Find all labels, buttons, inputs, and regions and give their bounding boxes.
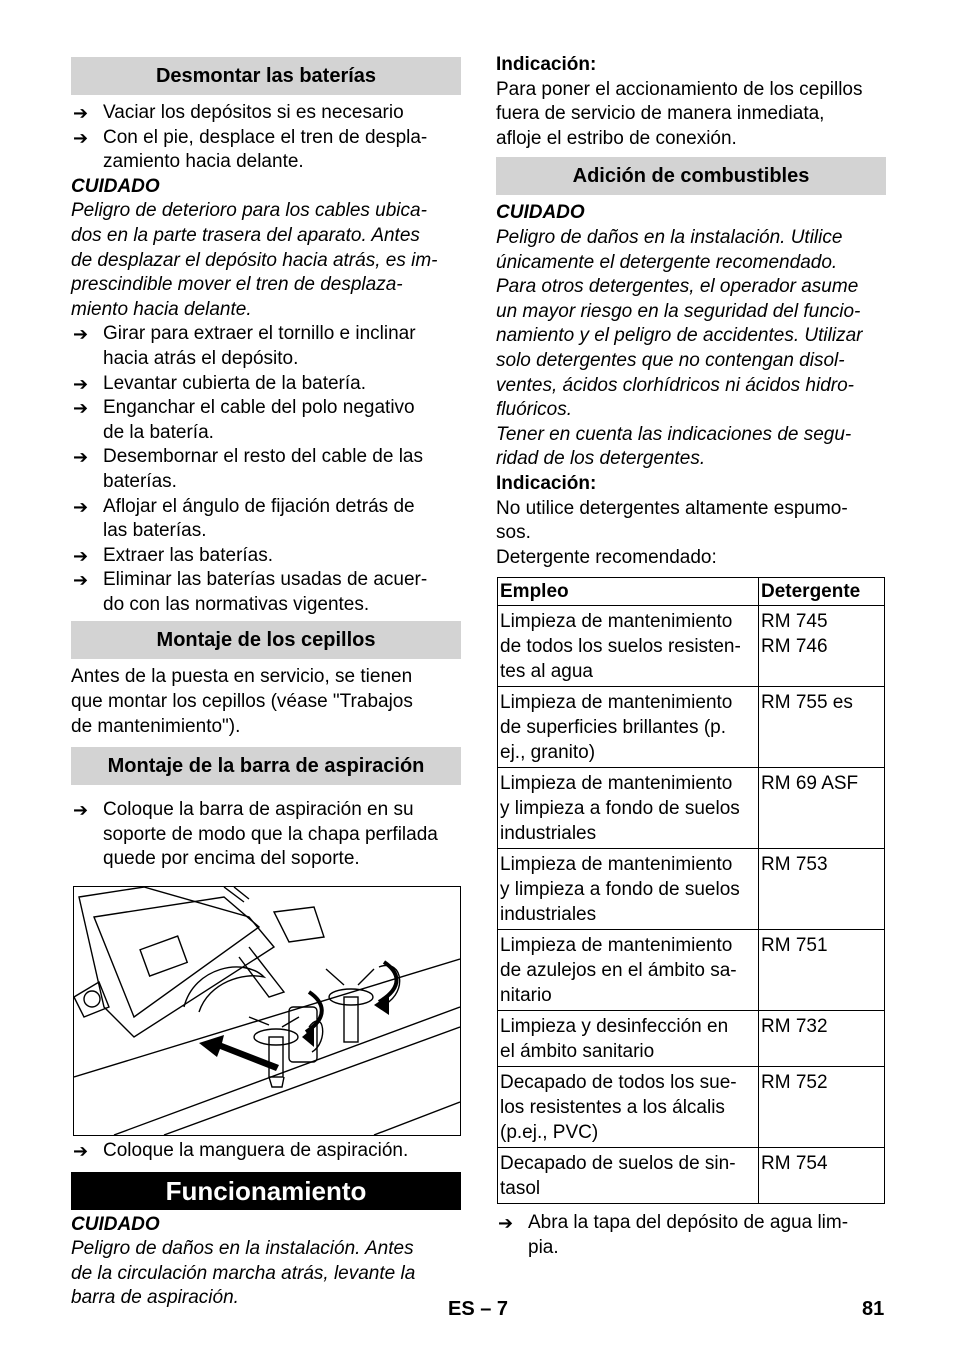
caution-label: CUIDADO [71, 175, 160, 197]
arrow-right-icon: ➔ [73, 127, 89, 148]
footer-page-number: 81 [862, 1298, 885, 1320]
table-row [498, 687, 885, 768]
arrow-right-icon: ➔ [73, 1141, 89, 1162]
table-cell: RM 754 [759, 1148, 885, 1204]
list-item: ➔ Enganchar el cable del polo negativo de la batería. [73, 397, 415, 443]
table-cell: RM 69 ASF [759, 768, 885, 849]
section-heading-suction-bar: Montaje de la barra de aspiración [71, 747, 461, 785]
table-cell: Limpieza de mantenimiento y limpieza a fondo de suelos industriales [498, 849, 759, 930]
caution-text: Peligro de daños en la instalación. Utilice únicamente el detergente recomendado. Para otros detergentes, el operador asume un mayor riesgo en la seguridad del funcio- namiento y el peligro de accidentes. Utilizar solo detergentes que no contengan disol- ventes, ácidos clorhídricos ni ácidos hidro- fluóricos. [496, 226, 863, 421]
caution-text: Peligro de daños en la instalación. Antes de la circulación marcha atrás, levante la barra de aspiración. [71, 1238, 416, 1309]
list-item: ➔ Coloque la barra de aspiración en su soporte de modo que la chapa perfilada quede por encima del soporte. [73, 799, 438, 870]
table-cell: Limpieza de mantenimiento y limpieza a fondo de suelos industriales [498, 768, 759, 849]
table-row [498, 1011, 885, 1067]
list-item: ➔ Extraer las baterías. [71, 544, 461, 569]
left-column [71, 53, 461, 1311]
table-cell: Limpieza de mantenimiento de azulejos en el ámbito sa- nitario [498, 930, 759, 1011]
table-cell: RM 751 [759, 930, 885, 1011]
right-column [496, 53, 886, 1260]
note-label: Indicación: [496, 472, 597, 494]
table-cell: Limpieza y desinfección en el ámbito sanitario [498, 1011, 759, 1067]
suction-bar-illustration [73, 886, 461, 1136]
table-row [498, 606, 885, 687]
list-item: ➔ Con el pie, desplace el tren de despla- zamiento hacia delante. [73, 126, 428, 173]
arrow-right-icon: ➔ [73, 324, 89, 345]
table-row [498, 1148, 885, 1204]
arrow-right-icon: ➔ [73, 496, 89, 517]
section-heading-brush-mounting: Montaje de los cepillos [71, 621, 461, 659]
caution-text-safety: Tener en cuenta las indicaciones de segu- ridad de los detergentes. [496, 423, 852, 470]
arrow-right-icon: ➔ [73, 103, 89, 123]
table-cell: Decapado de todos los sue- los resistentes a los álcalis (p.ej., PVC) [498, 1067, 759, 1148]
main-heading-operation: Funcionamiento [71, 1172, 461, 1210]
table-row [498, 1067, 885, 1148]
table-row [498, 768, 885, 849]
table-cell: Limpieza de mantenimiento de superficies brillantes (p. ej., granito) [498, 687, 759, 768]
section-heading-remove-batteries: Desmontar las baterías [71, 57, 461, 95]
illustration-drawing [74, 887, 460, 1135]
table-header: Detergente [759, 578, 885, 606]
table-cell: RM 732 [759, 1011, 885, 1067]
table-cell: Limpieza de mantenimiento de todos los suelos resisten- tes al agua [498, 606, 759, 687]
arrow-right-icon: ➔ [73, 545, 89, 566]
list-item: ➔ Desembornar el resto del cable de las baterías. [73, 446, 424, 492]
list-item: ➔ Coloque la manguera de aspiración. [71, 1139, 461, 1164]
section-heading-adding-consumables: Adición de combustibles [496, 157, 886, 195]
list-item: ➔ Girar para extraer el tornillo e inclinar hacia atrás el depósito. [73, 323, 416, 369]
list-item: ➔ Aflojar el ángulo de fijación detrás de las baterías. [73, 495, 415, 542]
note-text: Para poner el accionamiento de los cepillos fuera de servicio de manera inmediata, afloje el estribo de conexión. [496, 78, 863, 149]
arrow-right-icon: ➔ [73, 398, 89, 419]
arrow-right-icon: ➔ [73, 373, 89, 394]
brush-mounting-text: Antes de la puesta en servicio, se tienen que montar los cepillos (véase "Trabajos de mantenimiento"). [71, 666, 413, 737]
footer-section-label: ES – 7 [448, 1298, 509, 1320]
note-label: Indicación: [496, 54, 597, 75]
table-header-row [498, 578, 885, 606]
arrow-right-icon: ➔ [73, 570, 89, 591]
arrow-right-icon: ➔ [73, 800, 89, 821]
caution-label: CUIDADO [71, 1213, 160, 1235]
recommended-detergent-label: Detergente recomendado: [496, 546, 717, 568]
caution-text: Peligro de deterioro para los cables ubica- dos en la parte trasera del aparato. Antes de desplazar el depósito hacia atrás, es im- prescindible mover el tren de desplaza- miento hacia delante. [71, 200, 438, 320]
list-item: ➔ Eliminar las baterías usadas de acuer- do con las normativas vigentes. [73, 569, 428, 615]
list-item: ➔ Levantar cubierta de la batería. [71, 372, 461, 397]
table-row [498, 849, 885, 930]
arrow-right-icon: ➔ [73, 447, 89, 468]
note-text: No utilice detergentes altamente espumo- sos. [496, 497, 848, 544]
table-cell: RM 753 [759, 849, 885, 930]
list-item: ➔ Abra la tapa del depósito de agua lim- pia. [498, 1212, 849, 1258]
table-header: Empleo [498, 578, 759, 606]
table-cell: Decapado de suelos de sin- tasol [498, 1148, 759, 1204]
arrow-right-icon: ➔ [498, 1213, 514, 1234]
caution-label: CUIDADO [496, 202, 585, 224]
detergent-table [497, 577, 885, 1204]
table-row [498, 930, 885, 1011]
list-item: ➔ Vaciar los depósitos si es necesario [71, 101, 461, 126]
table-cell: RM 755 es [759, 687, 885, 768]
table-cell: RM 745 RM 746 [759, 606, 885, 687]
table-cell: RM 752 [759, 1067, 885, 1148]
